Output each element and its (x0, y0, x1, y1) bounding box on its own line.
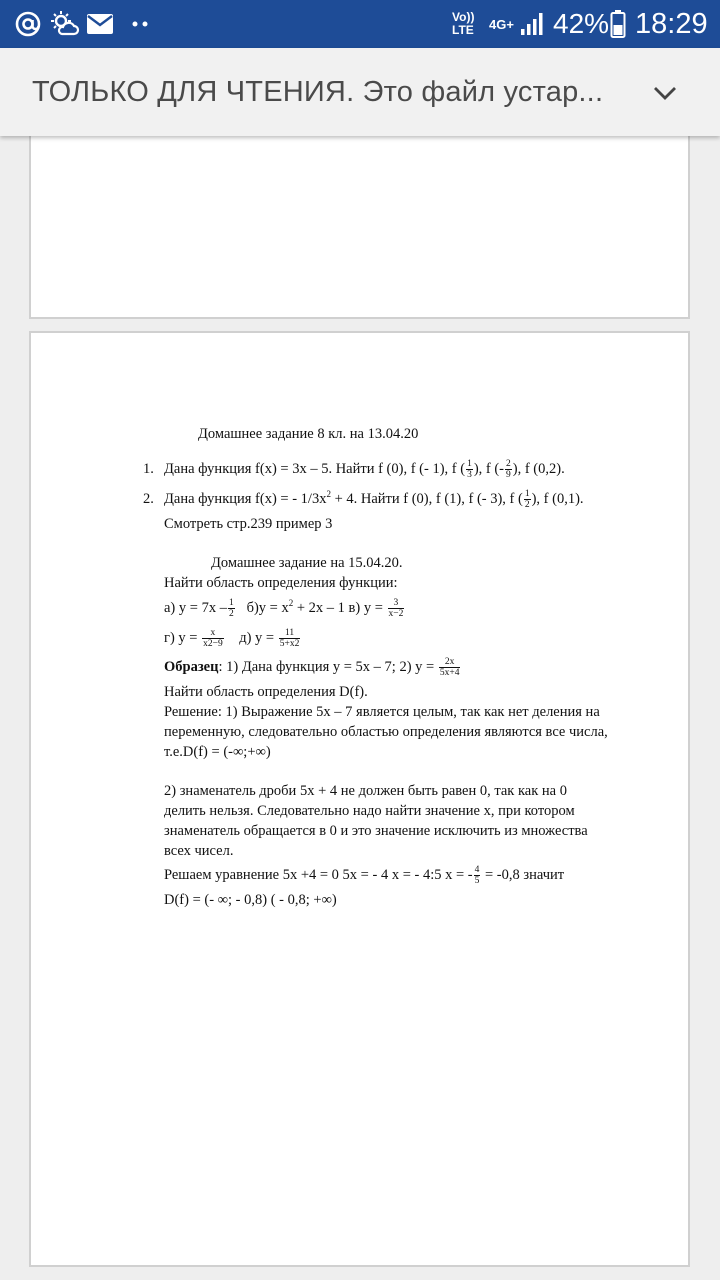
find-domain: Найти область определения D(f). (164, 684, 368, 700)
fraction-numerator: 1 (524, 489, 530, 500)
fraction (202, 628, 224, 649)
solution-line-3: т.е.D(f) = (-∞;+∞) (164, 744, 271, 760)
hw1-see-reference: Смотреть стр.239 пример 3 (164, 516, 333, 532)
app-bar (0, 48, 720, 136)
sample-label: Образец (164, 659, 219, 675)
sample-line (164, 657, 461, 678)
fraction-numerator: 11 (279, 628, 301, 639)
hw2-line-a (164, 598, 405, 619)
hw1-item-2-text: Дана функция f(x) = - 1/3x (164, 491, 327, 507)
fraction-denominator: 2 (524, 500, 530, 511)
fraction-denominator: 3 (467, 470, 472, 481)
superscript: 2 (326, 489, 331, 500)
signal-icon (520, 0, 546, 48)
equation-line (164, 865, 564, 886)
document-page-previous (29, 120, 690, 319)
battery-percent (553, 0, 609, 48)
fraction (388, 598, 405, 619)
fraction-numerator: 2x (439, 657, 461, 668)
clock-label: 18:29 (635, 7, 708, 40)
fraction (279, 628, 301, 649)
fraction-denominator: 5x+4 (439, 668, 460, 679)
task-a: а) y = 7x – (164, 600, 227, 616)
answer: D(f) = (- ∞; - 0,8) ( - 0,8; +∞) (164, 892, 337, 908)
volte-label: Vo)) LTE (452, 10, 475, 37)
fraction (524, 489, 531, 510)
status-bar (0, 0, 720, 48)
clock (635, 0, 708, 48)
fraction-denominator: 5 (474, 876, 480, 887)
equation-result: = -0,8 значит (484, 867, 565, 883)
sample-text: : 1) Дана функция y = 5x – 7; 2) y = (218, 659, 435, 675)
hw1-title: Домашнее задание 8 кл. на 13.04.20 (198, 426, 419, 442)
fraction (474, 865, 481, 886)
fraction-numerator: 1 (467, 459, 472, 470)
hw1-item-1-mid: ), f (- (473, 461, 505, 477)
task-d: д) y = (239, 630, 275, 646)
network-type (489, 0, 514, 48)
hw2-title: Домашнее задание на 15.04.20. (211, 555, 403, 571)
part2-line-3: знаменатель обращается в 0 и это значение исключить из множества (164, 823, 588, 839)
hw1-item-1 (164, 459, 565, 480)
task-b-rest: + 2x – 1 в) y = (293, 600, 383, 616)
fraction-denominator: 9 (506, 470, 511, 481)
fraction-denominator: x2−9 (203, 639, 223, 650)
fraction-denominator: 5+x2 (279, 639, 300, 650)
weather-icon (50, 0, 80, 48)
fraction-numerator: 3 (388, 598, 405, 609)
hw2-task: Найти область определения функции: (164, 575, 398, 591)
mail-icon (86, 0, 114, 48)
hw1-item-2-end: ), f (0,1). (531, 491, 584, 507)
fraction (466, 459, 473, 480)
fraction-numerator: 4 (474, 865, 480, 876)
part2-line-2: делить нельзя. Следовательно надо найти значение х, при котором (164, 803, 575, 819)
task-g: г) y = (164, 630, 198, 646)
equation-text: Решаем уравнение 5х +4 = 0 5х = - 4 х = - 4:5 х = - (164, 867, 473, 883)
superscript: 2 (288, 598, 294, 609)
part2-line-4: всех чисел. (164, 843, 234, 859)
at-icon (14, 0, 42, 48)
fraction-denominator: x−2 (388, 609, 404, 620)
solution-line-2: переменную, следовательно областью определения являются все числа, (164, 724, 608, 740)
fraction (505, 459, 512, 480)
volte-indicator (452, 0, 478, 48)
read-only-banner[interactable]: ТОЛЬКО ДЛЯ ЧТЕНИЯ. Это файл устар... (32, 76, 604, 108)
fraction (439, 657, 461, 678)
solution-line-1: Решение: 1) Выражение 5х – 7 является целым, так как нет деления на (164, 704, 600, 720)
fraction (228, 598, 235, 619)
battery-icon (610, 0, 626, 48)
network-type-label: 4G+ (489, 16, 514, 32)
more-dots-icon (132, 0, 150, 48)
fraction-numerator: 2 (506, 459, 511, 470)
battery-percent-label: 42% (553, 8, 610, 39)
fraction-denominator: 2 (228, 609, 234, 620)
fraction-numerator: 1 (228, 598, 234, 609)
hw1-item-1-number: 1. (143, 461, 154, 477)
task-b: б)y = x (246, 600, 289, 616)
part2-line-1: 2) знаменатель дроби 5х + 4 не должен быть равен 0, так как на 0 (164, 783, 567, 799)
hw1-item-2 (164, 489, 584, 510)
fraction-numerator: x (202, 628, 224, 639)
hw1-item-1-end: ), f (0,2). (512, 461, 565, 477)
hw1-item-1-text: Дана функция f(x) = 3x – 5. Найти f (0), f (- 1), f ( (164, 461, 466, 477)
hw1-item-2-mid: + 4. Найти f (0), f (1), f (- 3), f ( (330, 491, 523, 507)
hw1-item-2-number: 2. (143, 491, 154, 507)
chevron-down-icon[interactable] (650, 78, 680, 108)
hw2-line-g (164, 628, 301, 649)
